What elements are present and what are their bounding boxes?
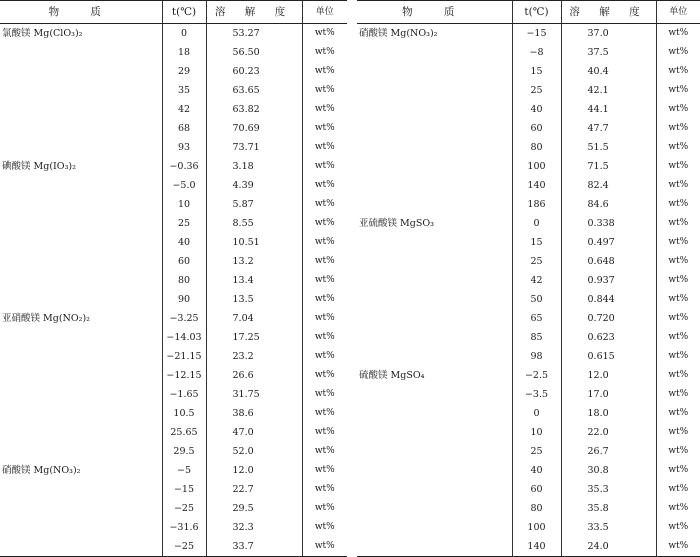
substance-cell bbox=[0, 499, 162, 518]
temperature-cell: −3.25 bbox=[162, 309, 206, 328]
substance-cell bbox=[0, 176, 162, 195]
unit-cell: wt% bbox=[302, 366, 347, 385]
unit-cell: wt% bbox=[302, 214, 347, 233]
solubility-cell: 33.5 bbox=[561, 518, 656, 537]
unit-cell: wt% bbox=[656, 385, 700, 404]
right-table-body bbox=[357, 24, 700, 557]
temperature-cell: 140 bbox=[512, 537, 561, 557]
solubility-cell: 26.6 bbox=[206, 366, 302, 385]
unit-cell: wt% bbox=[656, 62, 700, 81]
solubility-cell: 63.82 bbox=[206, 100, 302, 119]
unit-cell: wt% bbox=[656, 138, 700, 157]
table-row bbox=[357, 404, 700, 423]
temperature-cell: −3.5 bbox=[512, 385, 561, 404]
solubility-cell: 47.0 bbox=[206, 423, 302, 442]
table-row bbox=[357, 328, 700, 347]
unit-cell: wt% bbox=[656, 518, 700, 537]
solubility-cell: 38.6 bbox=[206, 404, 302, 423]
table-row bbox=[0, 480, 347, 499]
substance-cell bbox=[0, 233, 162, 252]
temperature-cell: 0 bbox=[162, 24, 206, 44]
table-row bbox=[0, 385, 347, 404]
temperature-cell: −31.6 bbox=[162, 518, 206, 537]
substance-cell bbox=[357, 328, 512, 347]
table-row bbox=[357, 480, 700, 499]
substance-cell bbox=[357, 271, 512, 290]
unit-cell: wt% bbox=[656, 176, 700, 195]
table-row bbox=[0, 81, 347, 100]
temperature-cell: 40 bbox=[512, 100, 561, 119]
temperature-cell: 68 bbox=[162, 119, 206, 138]
temperature-cell: −0.36 bbox=[162, 157, 206, 176]
unit-cell: wt% bbox=[302, 328, 347, 347]
unit-cell: wt% bbox=[656, 499, 700, 518]
table-row bbox=[357, 347, 700, 366]
solubility-cell: 40.4 bbox=[561, 62, 656, 81]
header-unit: 单位 bbox=[302, 1, 347, 24]
table-row bbox=[357, 537, 700, 557]
substance-cell bbox=[0, 480, 162, 499]
table-header-row bbox=[0, 1, 347, 24]
table-row bbox=[357, 518, 700, 537]
substance-cell: 氯酸镁 Mg(ClO₃)₂ bbox=[2, 28, 83, 39]
unit-cell: wt% bbox=[302, 233, 347, 252]
substance-cell bbox=[0, 271, 162, 290]
temperature-cell: 60 bbox=[512, 480, 561, 499]
table-row bbox=[0, 271, 347, 290]
unit-cell: wt% bbox=[302, 347, 347, 366]
temperature-cell: −5 bbox=[162, 461, 206, 480]
temperature-cell: 100 bbox=[512, 518, 561, 537]
unit-cell: wt% bbox=[656, 24, 700, 44]
temperature-cell: 85 bbox=[512, 328, 561, 347]
substance-cell bbox=[0, 62, 162, 81]
unit-cell: wt% bbox=[656, 423, 700, 442]
header-substance: 物 质 bbox=[357, 1, 512, 24]
temperature-cell: 29 bbox=[162, 62, 206, 81]
unit-cell: wt% bbox=[656, 43, 700, 62]
table-row bbox=[0, 43, 347, 62]
table-row bbox=[357, 461, 700, 480]
solubility-cell: 10.51 bbox=[206, 233, 302, 252]
temperature-cell: 25 bbox=[162, 214, 206, 233]
solubility-cell: 0.720 bbox=[561, 309, 656, 328]
solubility-cell: 35.3 bbox=[561, 480, 656, 499]
solubility-cell: 60.23 bbox=[206, 62, 302, 81]
substance-cell bbox=[0, 537, 162, 557]
solubility-cell: 44.1 bbox=[561, 100, 656, 119]
substance-cell bbox=[0, 195, 162, 214]
unit-cell: wt% bbox=[302, 290, 347, 309]
unit-cell: wt% bbox=[302, 119, 347, 138]
table-row bbox=[0, 214, 347, 233]
substance-cell: 硫酸镁 MgSO₄ bbox=[359, 370, 425, 381]
substance-cell bbox=[357, 404, 512, 423]
temperature-cell: 15 bbox=[512, 233, 561, 252]
temperature-cell: 186 bbox=[512, 195, 561, 214]
header-solubility: 溶 解 度 bbox=[561, 1, 656, 24]
table-row bbox=[357, 271, 700, 290]
table-row bbox=[357, 157, 700, 176]
temperature-cell: 0 bbox=[512, 214, 561, 233]
unit-cell: wt% bbox=[656, 461, 700, 480]
header-unit: 单位 bbox=[656, 1, 700, 24]
solubility-cell: 0.623 bbox=[561, 328, 656, 347]
table-row bbox=[0, 537, 347, 557]
substance-cell bbox=[0, 100, 162, 119]
unit-cell: wt% bbox=[656, 442, 700, 461]
substance-cell bbox=[0, 442, 162, 461]
unit-cell: wt% bbox=[302, 100, 347, 119]
unit-cell: wt% bbox=[302, 43, 347, 62]
solubility-cell: 71.5 bbox=[561, 157, 656, 176]
substance-cell: 硝酸镁 Mg(NO₃)₂ bbox=[359, 28, 438, 39]
solubility-cell: 63.65 bbox=[206, 81, 302, 100]
substance-cell: 碘酸镁 Mg(IO₃)₂ bbox=[2, 161, 76, 172]
temperature-cell: 93 bbox=[162, 138, 206, 157]
solubility-cell: 22.0 bbox=[561, 423, 656, 442]
solubility-cell: 0.844 bbox=[561, 290, 656, 309]
substance-cell bbox=[357, 233, 512, 252]
table-row bbox=[357, 176, 700, 195]
solubility-cell: 32.3 bbox=[206, 518, 302, 537]
left-table-panel bbox=[0, 0, 347, 557]
right-table-panel bbox=[357, 0, 700, 557]
substance-cell bbox=[357, 195, 512, 214]
temperature-cell: 100 bbox=[512, 157, 561, 176]
temperature-cell: −15 bbox=[162, 480, 206, 499]
unit-cell: wt% bbox=[656, 271, 700, 290]
temperature-cell: 29.5 bbox=[162, 442, 206, 461]
temperature-cell: 15 bbox=[512, 62, 561, 81]
substance-cell bbox=[0, 423, 162, 442]
substance-cell bbox=[357, 347, 512, 366]
solubility-cell: 8.55 bbox=[206, 214, 302, 233]
temperature-cell: 25 bbox=[512, 442, 561, 461]
unit-cell: wt% bbox=[656, 347, 700, 366]
table-row bbox=[0, 100, 347, 119]
temperature-cell: −1.65 bbox=[162, 385, 206, 404]
unit-cell: wt% bbox=[656, 404, 700, 423]
table-row bbox=[357, 100, 700, 119]
solubility-cell: 35.8 bbox=[561, 499, 656, 518]
unit-cell: wt% bbox=[302, 252, 347, 271]
temperature-cell: 25 bbox=[512, 252, 561, 271]
substance-cell bbox=[0, 119, 162, 138]
table-row bbox=[0, 423, 347, 442]
table-row bbox=[357, 81, 700, 100]
header-substance: 物 质 bbox=[0, 1, 162, 24]
table-row bbox=[0, 290, 347, 309]
substance-cell bbox=[0, 138, 162, 157]
temperature-cell: 42 bbox=[512, 271, 561, 290]
unit-cell: wt% bbox=[302, 499, 347, 518]
solubility-cell: 13.4 bbox=[206, 271, 302, 290]
table-row bbox=[357, 43, 700, 62]
substance-cell bbox=[357, 423, 512, 442]
substance-cell bbox=[0, 252, 162, 271]
unit-cell: wt% bbox=[656, 119, 700, 138]
substance-cell bbox=[0, 385, 162, 404]
substance-cell bbox=[357, 62, 512, 81]
table-row bbox=[0, 119, 347, 138]
unit-cell: wt% bbox=[656, 480, 700, 499]
unit-cell: wt% bbox=[302, 423, 347, 442]
table-row bbox=[357, 24, 700, 44]
solubility-table-left bbox=[0, 0, 347, 557]
solubility-cell: 0.497 bbox=[561, 233, 656, 252]
substance-cell bbox=[357, 461, 512, 480]
unit-cell: wt% bbox=[656, 290, 700, 309]
header-temperature: t(℃) bbox=[162, 1, 206, 24]
table-row bbox=[357, 195, 700, 214]
temperature-cell: 80 bbox=[512, 138, 561, 157]
substance-cell bbox=[0, 347, 162, 366]
temperature-cell: −25 bbox=[162, 499, 206, 518]
substance-cell bbox=[357, 43, 512, 62]
unit-cell: wt% bbox=[656, 537, 700, 557]
temperature-cell: 10 bbox=[162, 195, 206, 214]
solubility-cell: 47.7 bbox=[561, 119, 656, 138]
solubility-cell: 24.0 bbox=[561, 537, 656, 557]
temperature-cell: −15 bbox=[512, 24, 561, 44]
unit-cell: wt% bbox=[302, 62, 347, 81]
solubility-cell: 5.87 bbox=[206, 195, 302, 214]
unit-cell: wt% bbox=[656, 100, 700, 119]
solubility-cell: 53.27 bbox=[206, 24, 302, 44]
unit-cell: wt% bbox=[656, 233, 700, 252]
temperature-cell: 25 bbox=[512, 81, 561, 100]
unit-cell: wt% bbox=[656, 81, 700, 100]
unit-cell: wt% bbox=[656, 366, 700, 385]
temperature-cell: 18 bbox=[162, 43, 206, 62]
unit-cell: wt% bbox=[302, 461, 347, 480]
table-row bbox=[357, 442, 700, 461]
table-row bbox=[0, 347, 347, 366]
table-row bbox=[0, 195, 347, 214]
table-row bbox=[357, 385, 700, 404]
unit-cell: wt% bbox=[302, 404, 347, 423]
table-row bbox=[0, 252, 347, 271]
solubility-cell: 51.5 bbox=[561, 138, 656, 157]
temperature-cell: 80 bbox=[512, 499, 561, 518]
substance-cell bbox=[357, 100, 512, 119]
table-row bbox=[357, 499, 700, 518]
temperature-cell: 40 bbox=[162, 233, 206, 252]
table-row bbox=[0, 461, 347, 480]
solubility-cell: 0.937 bbox=[561, 271, 656, 290]
table-row bbox=[357, 309, 700, 328]
solubility-cell: 12.0 bbox=[206, 461, 302, 480]
solubility-cell: 30.8 bbox=[561, 461, 656, 480]
header-solubility: 溶 解 度 bbox=[206, 1, 302, 24]
table-row bbox=[0, 62, 347, 81]
unit-cell: wt% bbox=[302, 138, 347, 157]
table-row bbox=[0, 442, 347, 461]
substance-cell bbox=[357, 442, 512, 461]
temperature-cell: −12.15 bbox=[162, 366, 206, 385]
substance-cell: 硝酸镁 Mg(NO₃)₂ bbox=[2, 465, 81, 476]
unit-cell: wt% bbox=[302, 480, 347, 499]
temperature-cell: 90 bbox=[162, 290, 206, 309]
substance-cell bbox=[357, 537, 512, 557]
substance-cell bbox=[357, 480, 512, 499]
table-row bbox=[0, 233, 347, 252]
substance-cell bbox=[357, 176, 512, 195]
table-header-row bbox=[357, 1, 700, 24]
table-row bbox=[0, 176, 347, 195]
temperature-cell: −5.0 bbox=[162, 176, 206, 195]
table-row bbox=[357, 62, 700, 81]
unit-cell: wt% bbox=[302, 518, 347, 537]
unit-cell: wt% bbox=[302, 195, 347, 214]
solubility-cell: 82.4 bbox=[561, 176, 656, 195]
unit-cell: wt% bbox=[302, 385, 347, 404]
temperature-cell: 42 bbox=[162, 100, 206, 119]
solubility-cell: 56.50 bbox=[206, 43, 302, 62]
unit-cell: wt% bbox=[302, 271, 347, 290]
unit-cell: wt% bbox=[302, 157, 347, 176]
unit-cell: wt% bbox=[302, 537, 347, 557]
unit-cell: wt% bbox=[656, 252, 700, 271]
table-row bbox=[357, 214, 700, 233]
table-row bbox=[0, 157, 347, 176]
table-row bbox=[357, 252, 700, 271]
substance-cell bbox=[357, 81, 512, 100]
table-row bbox=[0, 138, 347, 157]
temperature-cell: 50 bbox=[512, 290, 561, 309]
temperature-cell: 65 bbox=[512, 309, 561, 328]
solubility-cell: 18.0 bbox=[561, 404, 656, 423]
substance-cell bbox=[0, 290, 162, 309]
table-row bbox=[357, 119, 700, 138]
unit-cell: wt% bbox=[302, 442, 347, 461]
table-row bbox=[0, 518, 347, 537]
table-row bbox=[0, 404, 347, 423]
solubility-cell: 23.2 bbox=[206, 347, 302, 366]
temperature-cell: −8 bbox=[512, 43, 561, 62]
unit-cell: wt% bbox=[302, 309, 347, 328]
solubility-cell: 3.18 bbox=[206, 157, 302, 176]
table-row bbox=[0, 309, 347, 328]
substance-cell bbox=[0, 81, 162, 100]
table-row bbox=[357, 290, 700, 309]
substance-cell bbox=[0, 328, 162, 347]
substance-cell bbox=[357, 252, 512, 271]
unit-cell: wt% bbox=[656, 157, 700, 176]
solubility-cell: 33.7 bbox=[206, 537, 302, 557]
solubility-cell: 4.39 bbox=[206, 176, 302, 195]
solubility-cell: 37.5 bbox=[561, 43, 656, 62]
temperature-cell: −14.03 bbox=[162, 328, 206, 347]
substance-cell bbox=[357, 309, 512, 328]
substance-cell: 亚硫酸镁 MgSO₃ bbox=[359, 218, 434, 229]
table-row bbox=[357, 423, 700, 442]
solubility-cell: 22.7 bbox=[206, 480, 302, 499]
header-temperature: t(℃) bbox=[512, 1, 561, 24]
substance-cell bbox=[357, 157, 512, 176]
substance-cell bbox=[357, 119, 512, 138]
solubility-cell: 0.615 bbox=[561, 347, 656, 366]
solubility-table-right bbox=[357, 0, 700, 557]
solubility-cell: 42.1 bbox=[561, 81, 656, 100]
substance-cell bbox=[0, 43, 162, 62]
substance-cell bbox=[357, 518, 512, 537]
solubility-cell: 13.5 bbox=[206, 290, 302, 309]
unit-cell: wt% bbox=[302, 81, 347, 100]
solubility-cell: 0.648 bbox=[561, 252, 656, 271]
temperature-cell: 80 bbox=[162, 271, 206, 290]
temperature-cell: −25 bbox=[162, 537, 206, 557]
substance-cell bbox=[0, 366, 162, 385]
solubility-cell: 29.5 bbox=[206, 499, 302, 518]
temperature-cell: −2.5 bbox=[512, 366, 561, 385]
temperature-cell: 25.65 bbox=[162, 423, 206, 442]
solubility-cell: 12.0 bbox=[561, 366, 656, 385]
temperature-cell: 60 bbox=[162, 252, 206, 271]
temperature-cell: 35 bbox=[162, 81, 206, 100]
solubility-cell: 84.6 bbox=[561, 195, 656, 214]
substance-cell bbox=[357, 138, 512, 157]
solubility-cell: 52.0 bbox=[206, 442, 302, 461]
solubility-cell: 13.2 bbox=[206, 252, 302, 271]
solubility-cell: 17.25 bbox=[206, 328, 302, 347]
unit-cell: wt% bbox=[302, 176, 347, 195]
temperature-cell: 10.5 bbox=[162, 404, 206, 423]
substance-cell: 亚硝酸镁 Mg(NO₂)₂ bbox=[2, 313, 90, 324]
unit-cell: wt% bbox=[656, 328, 700, 347]
table-row bbox=[357, 138, 700, 157]
unit-cell: wt% bbox=[656, 214, 700, 233]
table-row bbox=[357, 233, 700, 252]
temperature-cell: 140 bbox=[512, 176, 561, 195]
substance-cell bbox=[357, 290, 512, 309]
table-row bbox=[357, 366, 700, 385]
temperature-cell: 0 bbox=[512, 404, 561, 423]
solubility-cell: 37.0 bbox=[561, 24, 656, 44]
substance-cell bbox=[357, 499, 512, 518]
substance-cell bbox=[357, 385, 512, 404]
unit-cell: wt% bbox=[656, 309, 700, 328]
table-row bbox=[0, 328, 347, 347]
temperature-cell: 60 bbox=[512, 119, 561, 138]
solubility-cell: 73.71 bbox=[206, 138, 302, 157]
solubility-cell: 0.338 bbox=[561, 214, 656, 233]
solubility-cell: 70.69 bbox=[206, 119, 302, 138]
substance-cell bbox=[0, 404, 162, 423]
table-row bbox=[0, 24, 347, 44]
temperature-cell: 98 bbox=[512, 347, 561, 366]
left-table-body bbox=[0, 24, 347, 557]
temperature-cell: −21.15 bbox=[162, 347, 206, 366]
temperature-cell: 40 bbox=[512, 461, 561, 480]
substance-cell bbox=[0, 518, 162, 537]
solubility-cell: 17.0 bbox=[561, 385, 656, 404]
substance-cell bbox=[0, 214, 162, 233]
temperature-cell: 10 bbox=[512, 423, 561, 442]
table-row bbox=[0, 499, 347, 518]
unit-cell: wt% bbox=[656, 195, 700, 214]
table-row bbox=[0, 366, 347, 385]
solubility-cell: 26.7 bbox=[561, 442, 656, 461]
solubility-cell: 7.04 bbox=[206, 309, 302, 328]
solubility-cell: 31.75 bbox=[206, 385, 302, 404]
unit-cell: wt% bbox=[302, 24, 347, 44]
